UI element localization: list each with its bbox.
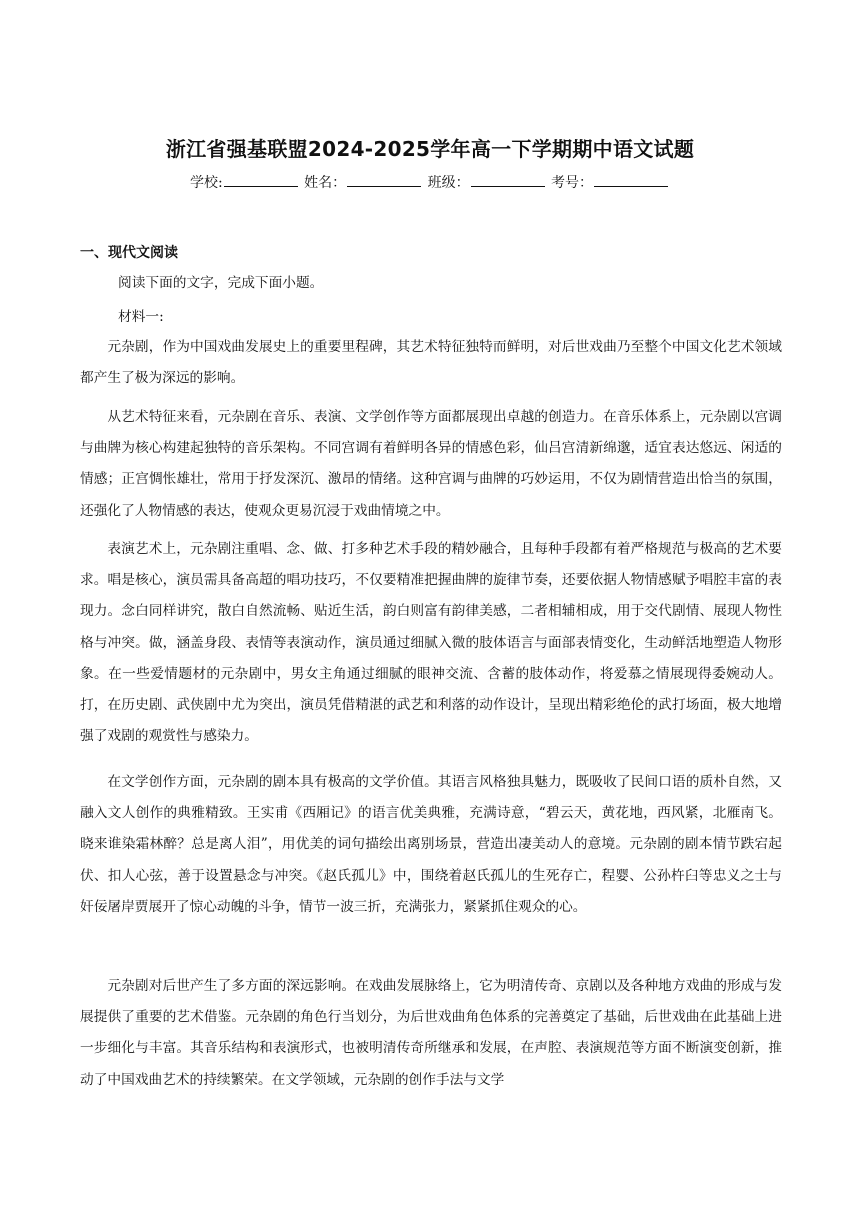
material-label: 材料一: [118, 309, 164, 325]
instruction-text: 阅读下面的文字，完成下面小题。 [118, 275, 324, 291]
paragraph: 在文学创作方面，元杂剧的剧本具有极高的文学价值。其语言风格独具魅力，既吸收了民间口语的质朴自然，又融入文人创作的典雅精致。王实甫《西厢记》的语言优美典雅，充满诗意，“碧云天，黄花地，西风紧，北雁南飞。晓来谁染霜林醉？总是离人泪”，用优美的词句描绘出离别场景，营造出凄美动人的意境。元杂剧的剧本情节跌宕起伏、扣人心弦，善于设置悬念与冲突。《赵氏孤儿》中，围绕着赵氏孤儿的生死存亡，程婴、公孙杵臼等忠义之士与奸佞屠岸贾展开了惊心动魄的斗争，情节一波三折，充满张力，紧紧抓住观众的心。 [80, 774, 782, 915]
paragraph: 元杂剧对后世产生了多方面的深远影响。在戏曲发展脉络上，它为明清传奇、京剧以及各种地方戏曲的形成与发展提供了重要的艺术借鉴。元杂剧的角色行当划分，为后世戏曲角色体系的完善奠定了基础，后世戏曲在此基础上进一步细化与丰富。其音乐结构和表演形式，也被明清传奇所继承和发展，在声腔、表演规范等方面不断演变创新，推动了中国戏曲艺术的持续繁荣。在文学领域，元杂剧的创作手法与文学 [80, 978, 782, 1088]
name-blank [347, 173, 421, 187]
student-info-line [0, 172, 860, 192]
paragraph: 表演艺术上，元杂剧注重唱、念、做、打多种艺术手段的精妙融合，且每种手段都有着严格规范与极高的艺术要求。唱是核心，演员需具备高超的唱功技巧，不仅要精准把握曲牌的旋律节奏，还要依据人物情感赋予唱腔丰富的表现力。念白同样讲究，散白自然流畅、贴近生活，韵白则富有韵律美感，二者相辅相成，用于交代剧情、展现人物性格与冲突。做，涵盖身段、表情等表演动作，演员通过细腻入微的肢体语言与面部表情变化，生动鲜活地塑造人物形象。在一些爱情题材的元杂剧中，男女主角通过细腻的眼神交流、含蓄的肢体动作，将爱慕之情展现得委婉动人。打，在历史剧、武侠剧中尤为突出，演员凭借精湛的武艺和利落的动作设计，呈现出精彩绝伦的武打场面，极大地增强了戏剧的观赏性与感染力。 [80, 541, 782, 745]
school-blank [224, 173, 298, 187]
class-label: 班级： [427, 175, 470, 191]
paragraph: 从艺术特征来看，元杂剧在音乐、表演、文学创作等方面都展现出卓越的创造力。在音乐体系上，元杂剧以宫调与曲牌为核心构建起独特的音乐架构。不同宫调有着鲜明各异的情感色彩，仙吕宫清新绵邈，适宜表达悠远、闲适的情感；正宫惆怅雄壮，常用于抒发深沉、激昂的情绪。这种宫调与曲牌的巧妙运用，不仅为剧情营造出恰当的氛围，还强化了人物情感的表达，使观众更易沉浸于戏曲情境之中。 [80, 409, 782, 519]
class-blank [471, 173, 545, 187]
document-title: 浙江省强基联盟2024-2025学年高一下学期期中语文试题 [165, 137, 695, 161]
paragraph: 元杂剧，作为中国戏曲发展史上的重要里程碑，其艺术特征独特而鲜明，对后世戏曲乃至整个中国文化艺术领域都产生了极为深远的影响。 [80, 339, 782, 387]
section-heading: 一、现代文阅读 [80, 245, 178, 261]
number-label: 考号： [551, 175, 594, 191]
number-blank [594, 173, 668, 187]
school-label: 学校: [189, 175, 223, 191]
name-label: 姓名： [304, 175, 347, 191]
